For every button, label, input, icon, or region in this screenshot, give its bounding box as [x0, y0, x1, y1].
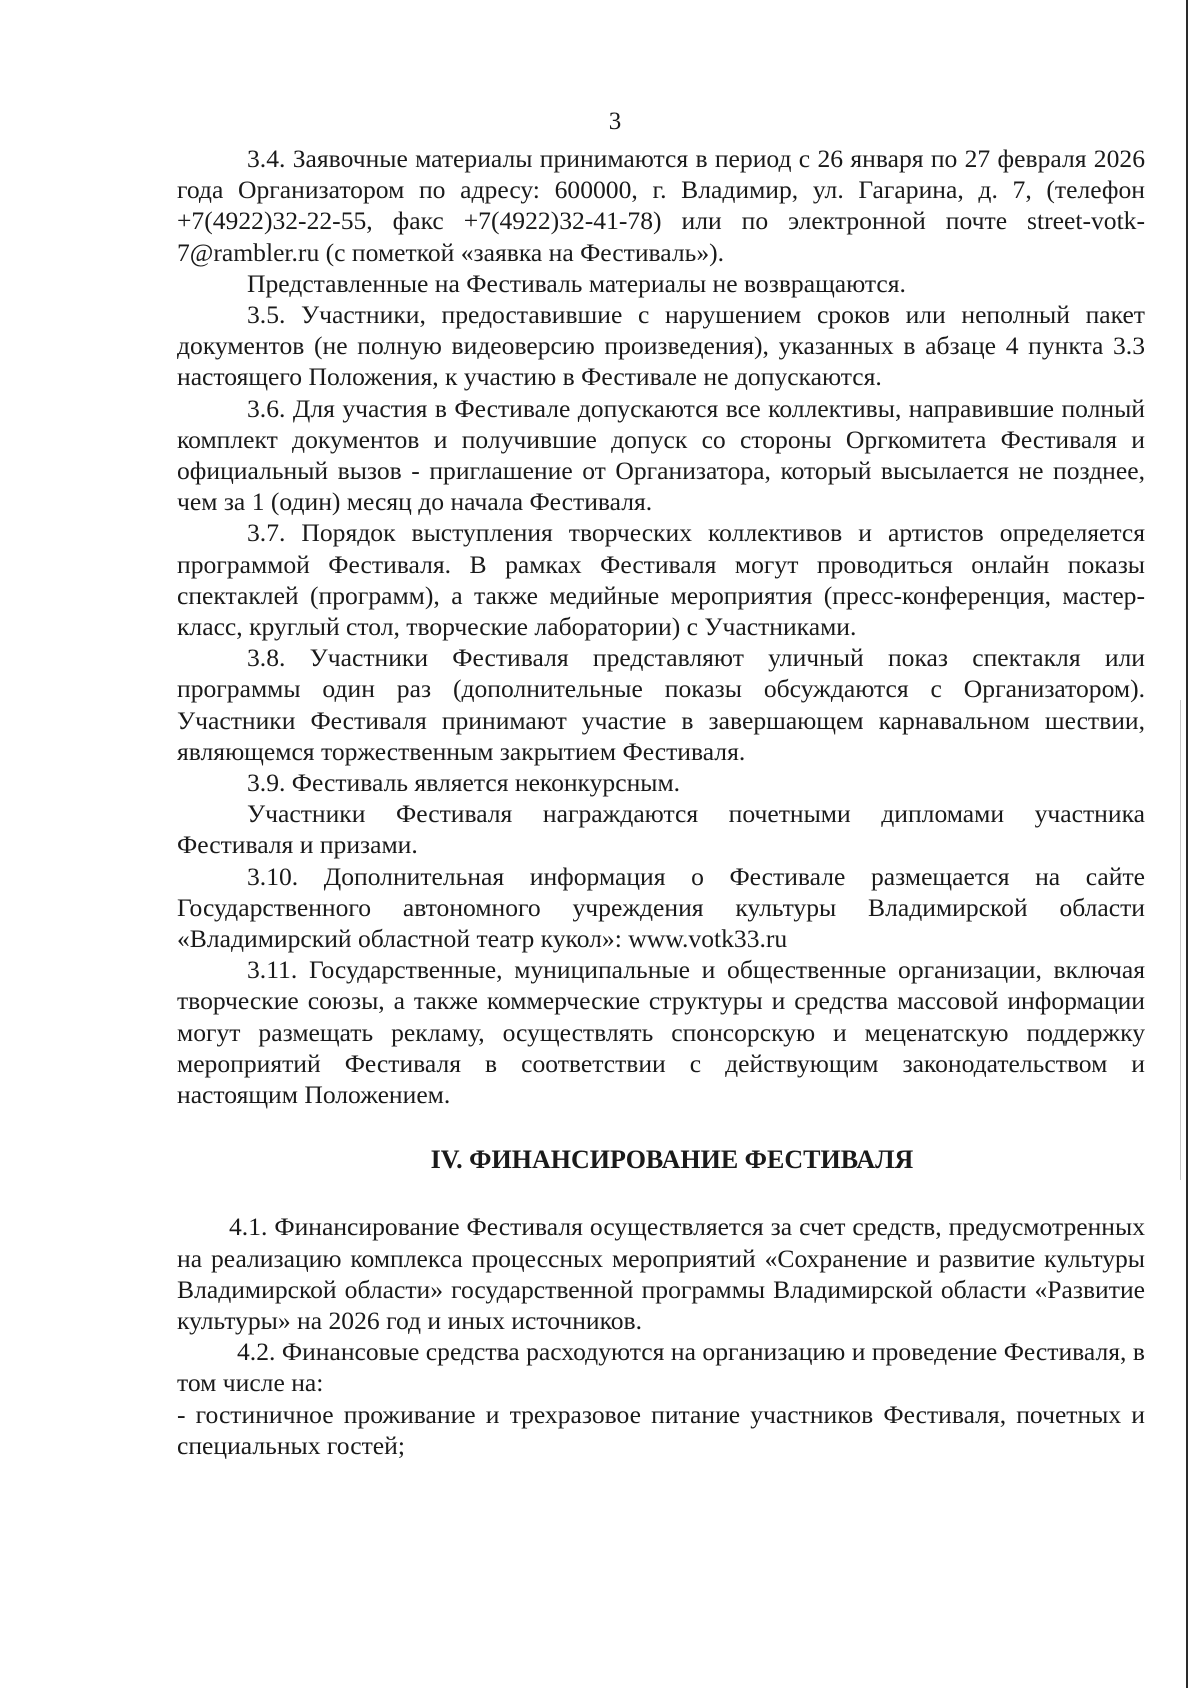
- paragraph-3-9-awards: Участники Фестиваля награждаются почетными дипломами участника Фестиваля и призами.: [177, 799, 1145, 860]
- paragraph-3-8: 3.8. Участники Фестиваля представляют уличный показ спектакля или программы один раз (дополнительные показы обсуждаются с Организатором). Участники Фестиваля принимают участие в завершающем карнавальном шествии, являющемся торжественным закрытием Фестиваля.: [177, 643, 1145, 766]
- paragraph-3-9: 3.9. Фестиваль является неконкурсным.: [247, 768, 681, 798]
- scan-edge-shadow: [1180, 700, 1181, 1180]
- paragraph-3-4-materials: Представленные на Фестиваль материалы не возвращаются.: [247, 268, 906, 298]
- paragraph-3-7: 3.7. Порядок выступления творческих коллективов и артистов определяется программой Фестиваля. В рамках Фестиваля могут проводиться онлайн показы спектаклей (программ), а также медийные мероприятия (пресс-конференция, мастер-класс, круглый стол, творческие лаборатории) с Участниками.: [177, 518, 1145, 642]
- paragraph-4-1: 4.1. Финансирование Фестиваля осуществляется за счет средств, предусмотренных на реализацию комплекса процессных мероприятий «Сохранение и развитие культуры Владимирской области» государственной программы Владимирской области «Развитие культуры» на 2026 год и иных источников.: [177, 1212, 1145, 1335]
- scan-edge-line: [1186, 0, 1188, 1688]
- paragraph-3-5: 3.5. Участники, предоставившие с нарушением сроков или неполный пакет документов (не полную видеоверсию произведения), указанных в абзаце 4 пункта 3.3 настоящего Положения, к участию в Фестивале не допускаются.: [177, 300, 1145, 392]
- list-item-accommodation: - гостиничное проживание и трехразовое питание участников Фестиваля, почетных и специальных гостей;: [177, 1399, 1145, 1460]
- paragraph-4-2: 4.2. Финансовые средства расходуются на организацию и проведение Фестиваля, в том числе на:: [177, 1337, 1145, 1398]
- document-body: [177, 143, 1145, 1461]
- paragraph-3-10: 3.10. Дополнительная информация о Фестивале размещается на сайте Государственного автономного учреждения культуры Владимирской области «Владимирский областной театр кукол»: www.votk33.ru: [177, 861, 1145, 954]
- section-heading-financing: IV. ФИНАНСИРОВАНИЕ ФЕСТИВАЛЯ: [430, 1145, 914, 1175]
- paragraph-3-6: 3.6. Для участия в Фестивале допускаются все коллективы, направившие полный комплект документов и получившие допуск со стороны Оргкомитета Фестиваля и официальный вызов - приглашение от Организатора, который высылается не позднее, чем за 1 (один) месяц до начала Фестиваля.: [177, 393, 1145, 517]
- page-number: 3: [608, 108, 622, 135]
- paragraph-3-4: 3.4. Заявочные материалы принимаются в период с 26 января по 27 февраля 2026 года Организатором по адресу: 600000, г. Владимир, ул. Гагарина, д. 7, (телефон +7(4922)32-22-55, факс +7(4922)32-41-78) или по электронной почте street-votk-7@rambler.ru (с пометкой «заявка на Фестиваль»).: [177, 144, 1145, 267]
- paragraph-3-11: 3.11. Государственные, муниципальные и общественные организации, включая творческие союзы, а также коммерческие структуры и средства массовой информации могут размещать рекламу, осуществлять спонсорскую и меценатскую поддержку мероприятий Фестиваля в соответствии с действующим законодательством и настоящим Положением.: [177, 955, 1145, 1110]
